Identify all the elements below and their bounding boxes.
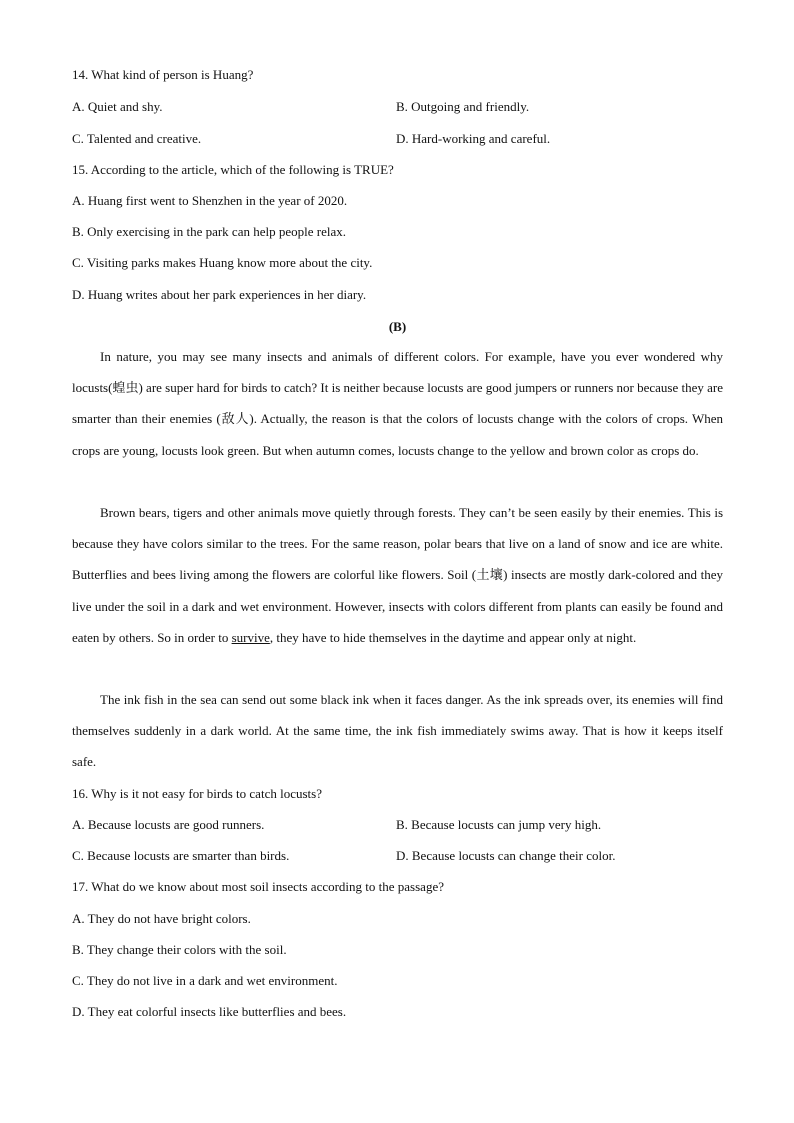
question-17: 17. What do we know about most soil insects according to the passage? xyxy=(72,879,444,894)
passage-paragraph-1: In nature, you may see many insects and animals of different colors. For example, have you ever wondered why locusts(蝗虫) are super hard for birds to catch? It is neither because locusts are good jumpers or runners nor because they are smarter than their enemies (敌人). Actually, the reason is that the colors of locusts change with the colors of crops. When crops are young, locusts look green. But when autumn comes, locusts change to the yellow and brown color as crops do. xyxy=(72,349,723,458)
paragraph-2-text-end: , they have to hide themselves in the daytime and appear only at night. xyxy=(269,629,637,645)
option-16-d[interactable]: D. Because locusts can change their color. xyxy=(396,848,616,863)
options-row xyxy=(72,99,723,115)
option-17-d[interactable]: D. They eat colorful insects like butterflies and bees. xyxy=(72,1004,347,1019)
option-14-d[interactable]: D. Hard-working and careful. xyxy=(396,131,551,146)
option-15-d[interactable]: D. Huang writes about her park experiences in her diary. xyxy=(72,287,367,302)
passage-paragraph-2 xyxy=(72,497,723,653)
options-row xyxy=(72,848,723,864)
option-15-c[interactable]: C. Visiting parks makes Huang know more about the city. xyxy=(72,255,373,270)
passage-paragraph-3: The ink fish in the sea can send out some black ink when it faces danger. As the ink spreads over, its enemies will find themselves suddenly in a dark world. At the same time, the ink fish immediately swims away. That is how it keeps itself safe. xyxy=(72,692,723,770)
option-14-c[interactable]: C. Talented and creative. xyxy=(72,131,202,146)
underlined-word-survive: survive xyxy=(231,629,270,645)
option-14-b[interactable]: B. Outgoing and friendly. xyxy=(396,99,530,114)
options-row xyxy=(72,131,723,147)
option-16-c[interactable]: C. Because locusts are smarter than birds. xyxy=(72,848,290,863)
option-15-b[interactable]: B. Only exercising in the park can help people relax. xyxy=(72,224,346,239)
paragraph-2-text-start: Brown bears, tigers and other animals move quietly through forests. They can’t be seen easily by their enemies. This is because they have colors similar to the trees. For the same reason, polar bears that live on a land of snow and ice are white. Butterflies and bees living among the flowers are colorful like flowers. Soil (土壤) insects are mostly dark-colored and they live under the soil in a dark and wet environment. However, insects with colors different from plants can easily be found and eaten by others. So in order to xyxy=(72,505,723,645)
option-14-a[interactable]: A. Quiet and shy. xyxy=(72,99,163,114)
question-14: 14. What kind of person is Huang? xyxy=(72,67,254,82)
section-heading: (B) xyxy=(388,319,407,334)
option-17-c[interactable]: C. They do not live in a dark and wet environment. xyxy=(72,973,338,988)
option-16-a[interactable]: A. Because locusts are good runners. xyxy=(72,817,265,832)
option-17-b[interactable]: B. They change their colors with the soil. xyxy=(72,942,287,957)
option-16-b[interactable]: B. Because locusts can jump very high. xyxy=(396,817,602,832)
option-17-a[interactable]: A. They do not have bright colors. xyxy=(72,911,251,926)
option-15-a[interactable]: A. Huang first went to Shenzhen in the year of 2020. xyxy=(72,193,348,208)
question-15: 15. According to the article, which of the following is TRUE? xyxy=(72,162,394,177)
options-row xyxy=(72,817,723,833)
question-16: 16. Why is it not easy for birds to catch locusts? xyxy=(72,786,322,801)
